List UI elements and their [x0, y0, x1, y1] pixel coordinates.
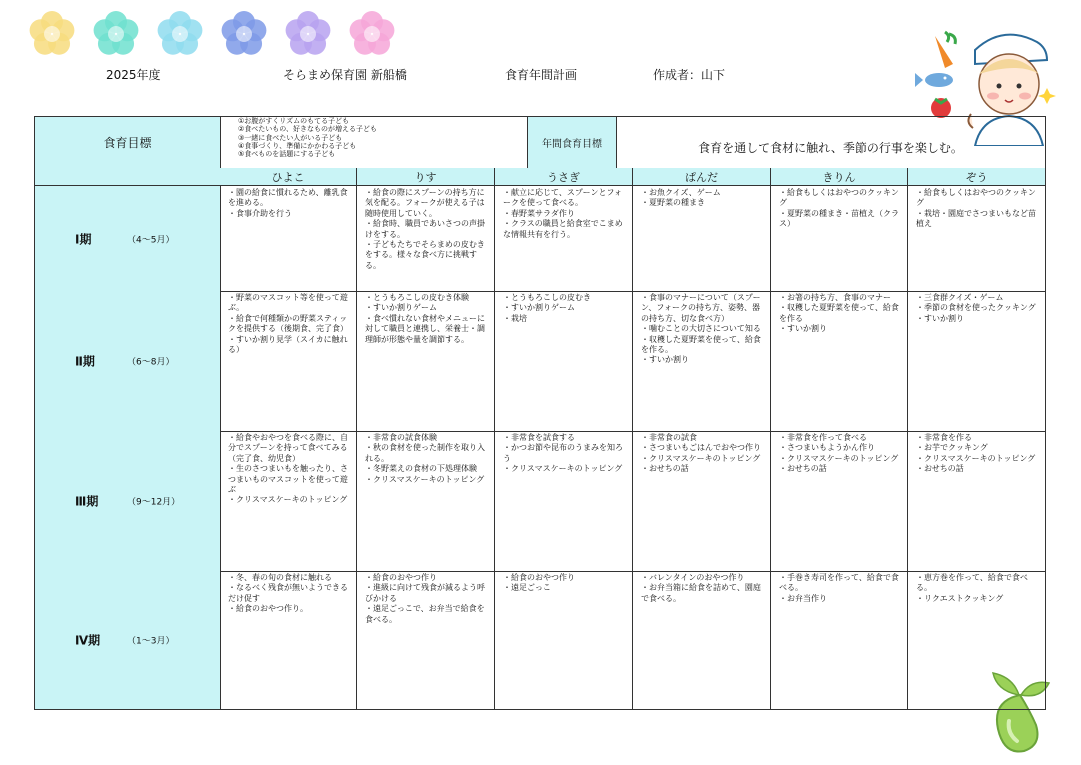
- plan-cell: ・バレンタインのおやつ作り ・お弁当箱に給食を詰めて、園庭で食べる。: [633, 571, 771, 709]
- plan-cell: ・三食群クイズ・ゲーム ・季節の食材を使ったクッキング ・すいか割り: [916, 293, 1036, 323]
- flower-icon: [344, 8, 400, 58]
- plan-cell: ・給食の際にスプーンの持ち方に気を配る。フォークが使える子は随時使用していく。 ・給食時、職員であいさつの声掛けをする。 ・子どもたちでそらまめの皮むきをする。様々な食べ方に挑戦する。: [357, 186, 495, 291]
- flower-center: [364, 26, 380, 42]
- annual-plan-table: [34, 116, 1046, 710]
- term-label: [35, 186, 221, 291]
- term-months: （9～12月）: [127, 497, 181, 508]
- goal-item: ⑤食べものを話題にする子ども: [238, 150, 336, 159]
- flower-decoration-row: [24, 8, 400, 58]
- goal-item: ④食事づくり、準備にかかわる子ども: [238, 141, 357, 150]
- term-name: Ⅰ期: [75, 232, 92, 246]
- flower-center: [300, 26, 316, 42]
- goal-list: [235, 117, 528, 168]
- flower-center: [108, 26, 124, 42]
- term-label: [35, 571, 221, 709]
- class-name-header: うさぎ: [495, 168, 633, 185]
- term-name: Ⅱ期: [75, 354, 95, 369]
- plan-cell: ・非常食を作る ・お芋でクッキング ・クリスマスケーキのトッピング ・おせちの話: [916, 433, 1036, 474]
- class-header-blank: [35, 168, 221, 185]
- flower-icon: [24, 8, 80, 58]
- plan-cell: ・給食のおやつ作り ・遠足ごっこ: [495, 571, 633, 709]
- term-months: （4～5月）: [127, 235, 175, 245]
- plan-cell: ・お魚クイズ、ゲーム ・夏野菜の種まき: [633, 186, 771, 291]
- class-name-header: ぱんだ: [633, 168, 771, 185]
- term-name: Ⅳ期: [75, 633, 101, 648]
- term-row: [35, 571, 1045, 709]
- flower-icon: [280, 8, 336, 58]
- flower-center: [172, 26, 188, 42]
- flower-icon: [88, 8, 144, 58]
- flower-icon: [216, 8, 272, 58]
- plan-cell: ・非常食を試食する ・かつお節や昆布のうまみを知ろう ・クリスマスケーキのトッピング: [495, 431, 633, 571]
- plan-cell: ・非常食を作って食べる ・さつまいもようかん作り ・クリスマスケーキのトッピング ・おせちの話: [771, 431, 908, 571]
- plan-cell: ・給食やおやつを食べる際に、自分でスプーンを持って食べてみる（完了食、幼児食） ・生のさつまいもを触ったり、さつまいものマスコットを使って遊ぶ ・クリスマスケーキのトッピング: [220, 431, 357, 571]
- term-row: [35, 186, 1045, 292]
- term-label: [35, 431, 221, 571]
- plan-cell: ・非常食の試食体験 ・秋の食材を使った制作を取り入れる。 ・冬野菜えの食材の下処理体験 ・クリスマスケーキのトッピング: [357, 431, 495, 571]
- class-name-header: ぞう: [908, 168, 1045, 185]
- plan-cell: ・野菜のマスコット等を使って遊ぶ。 ・給食で何種類かの野菜スティックを提供する（後期食、完了食） ・すいか割り見学（スイカに触れる）: [220, 291, 357, 431]
- term-name: Ⅲ期: [75, 494, 99, 509]
- tomato-icon: [931, 98, 951, 118]
- term-months: （6～8月）: [127, 357, 175, 368]
- goal-label: 食育目標: [35, 117, 221, 168]
- class-name-header: ひよこ: [220, 168, 357, 185]
- plan-cell: ・園の給食に慣れるため、離乳食を進める。 ・食事介助を行う: [220, 186, 357, 291]
- plan-title: 食育年間計画: [505, 68, 578, 82]
- fiscal-year: 2025年度: [106, 68, 161, 82]
- carrot-icon: [935, 32, 955, 68]
- term-row: [35, 431, 1045, 572]
- flower-center: [236, 26, 252, 42]
- author: 作成者：山下: [653, 68, 726, 82]
- plan-cell: ・給食のおやつ作り ・進級に向けて残食が減るよう呼びかける ・遠足ごっこで、お弁当で給食を食べる。: [357, 571, 495, 709]
- plan-cell: ・冬、春の旬の食材に触れる ・なるべく残食が無いようできるだけ促す ・給食のおやつ作り。: [220, 571, 357, 709]
- annual-goal-label: 年間食育目標: [527, 117, 617, 168]
- class-header-row: [35, 168, 1045, 186]
- plan-cell: ・非常食の試食 ・さつまいもごはんでおやつ作り ・クリスマスケーキのトッピング ・おせちの話: [633, 431, 771, 571]
- plan-cell: ・とうもろこしの皮むき ・すいか割りゲーム ・栽培: [495, 291, 633, 431]
- flower-center: [44, 26, 60, 42]
- class-name-header: りす: [357, 168, 495, 185]
- school-name: そらまめ保育園 新船橋: [283, 68, 407, 82]
- term-label: [35, 291, 221, 431]
- fish-icon: [915, 73, 953, 87]
- goal-item: ②食べたいもの、好きなものが増える子ども: [238, 125, 377, 134]
- plan-cell: ・とうもろこしの皮むき体験 ・すいか割りゲーム ・食べ慣れない食材やメニューに対して職員と連携し、栄養士・調理師が形態や量を調節する。: [357, 291, 495, 431]
- plan-cell: ・恵方巻を作って、給食で食べる。 ・リクエストクッキング: [916, 573, 1028, 603]
- plan-cell: ・お箸の持ち方、食事のマナー ・収穫した夏野菜を使って、給食を作る ・すいか割り: [771, 291, 908, 431]
- term-row: [35, 291, 1045, 432]
- class-name-header: きりん: [771, 168, 908, 185]
- plan-cell: ・手巻き寿司を作って、給食で食べる。 ・お弁当作り: [771, 571, 908, 709]
- annual-goal-text: 食育を通して食材に触れ、季節の行事を楽しむ。: [698, 141, 963, 155]
- plan-cell: ・食事のマナーについて（スプーン、フォークの持ち方、姿勢、器の持ち方、切な食べ方） ・噛むことの大切さについて知る ・収穫した夏野菜を使って、給食を作る。 ・すいか割り: [633, 291, 771, 431]
- plan-cell: ・献立に応じて、スプーンとフォークを使って食べる。 ・春野菜サラダ作り ・クラスの職員と給食室でこまめな情報共有を行う。: [495, 186, 633, 291]
- goal-item: ③一緒に食べたい人がいる子ども: [238, 133, 343, 142]
- plan-cell: ・給食もしくはおやつのクッキング ・夏野菜の種まき・苗植え（クラス）: [771, 186, 908, 291]
- term-months: （1～3月）: [127, 636, 175, 647]
- goal-item: ①お腹がすくリズムのもてる子ども: [238, 117, 350, 125]
- plan-cell: ・給食もしくはおやつのクッキング ・栽培・園庭でさつまいもなど苗植え: [916, 188, 1036, 229]
- goal-row: [35, 117, 1045, 169]
- flower-icon: [152, 8, 208, 58]
